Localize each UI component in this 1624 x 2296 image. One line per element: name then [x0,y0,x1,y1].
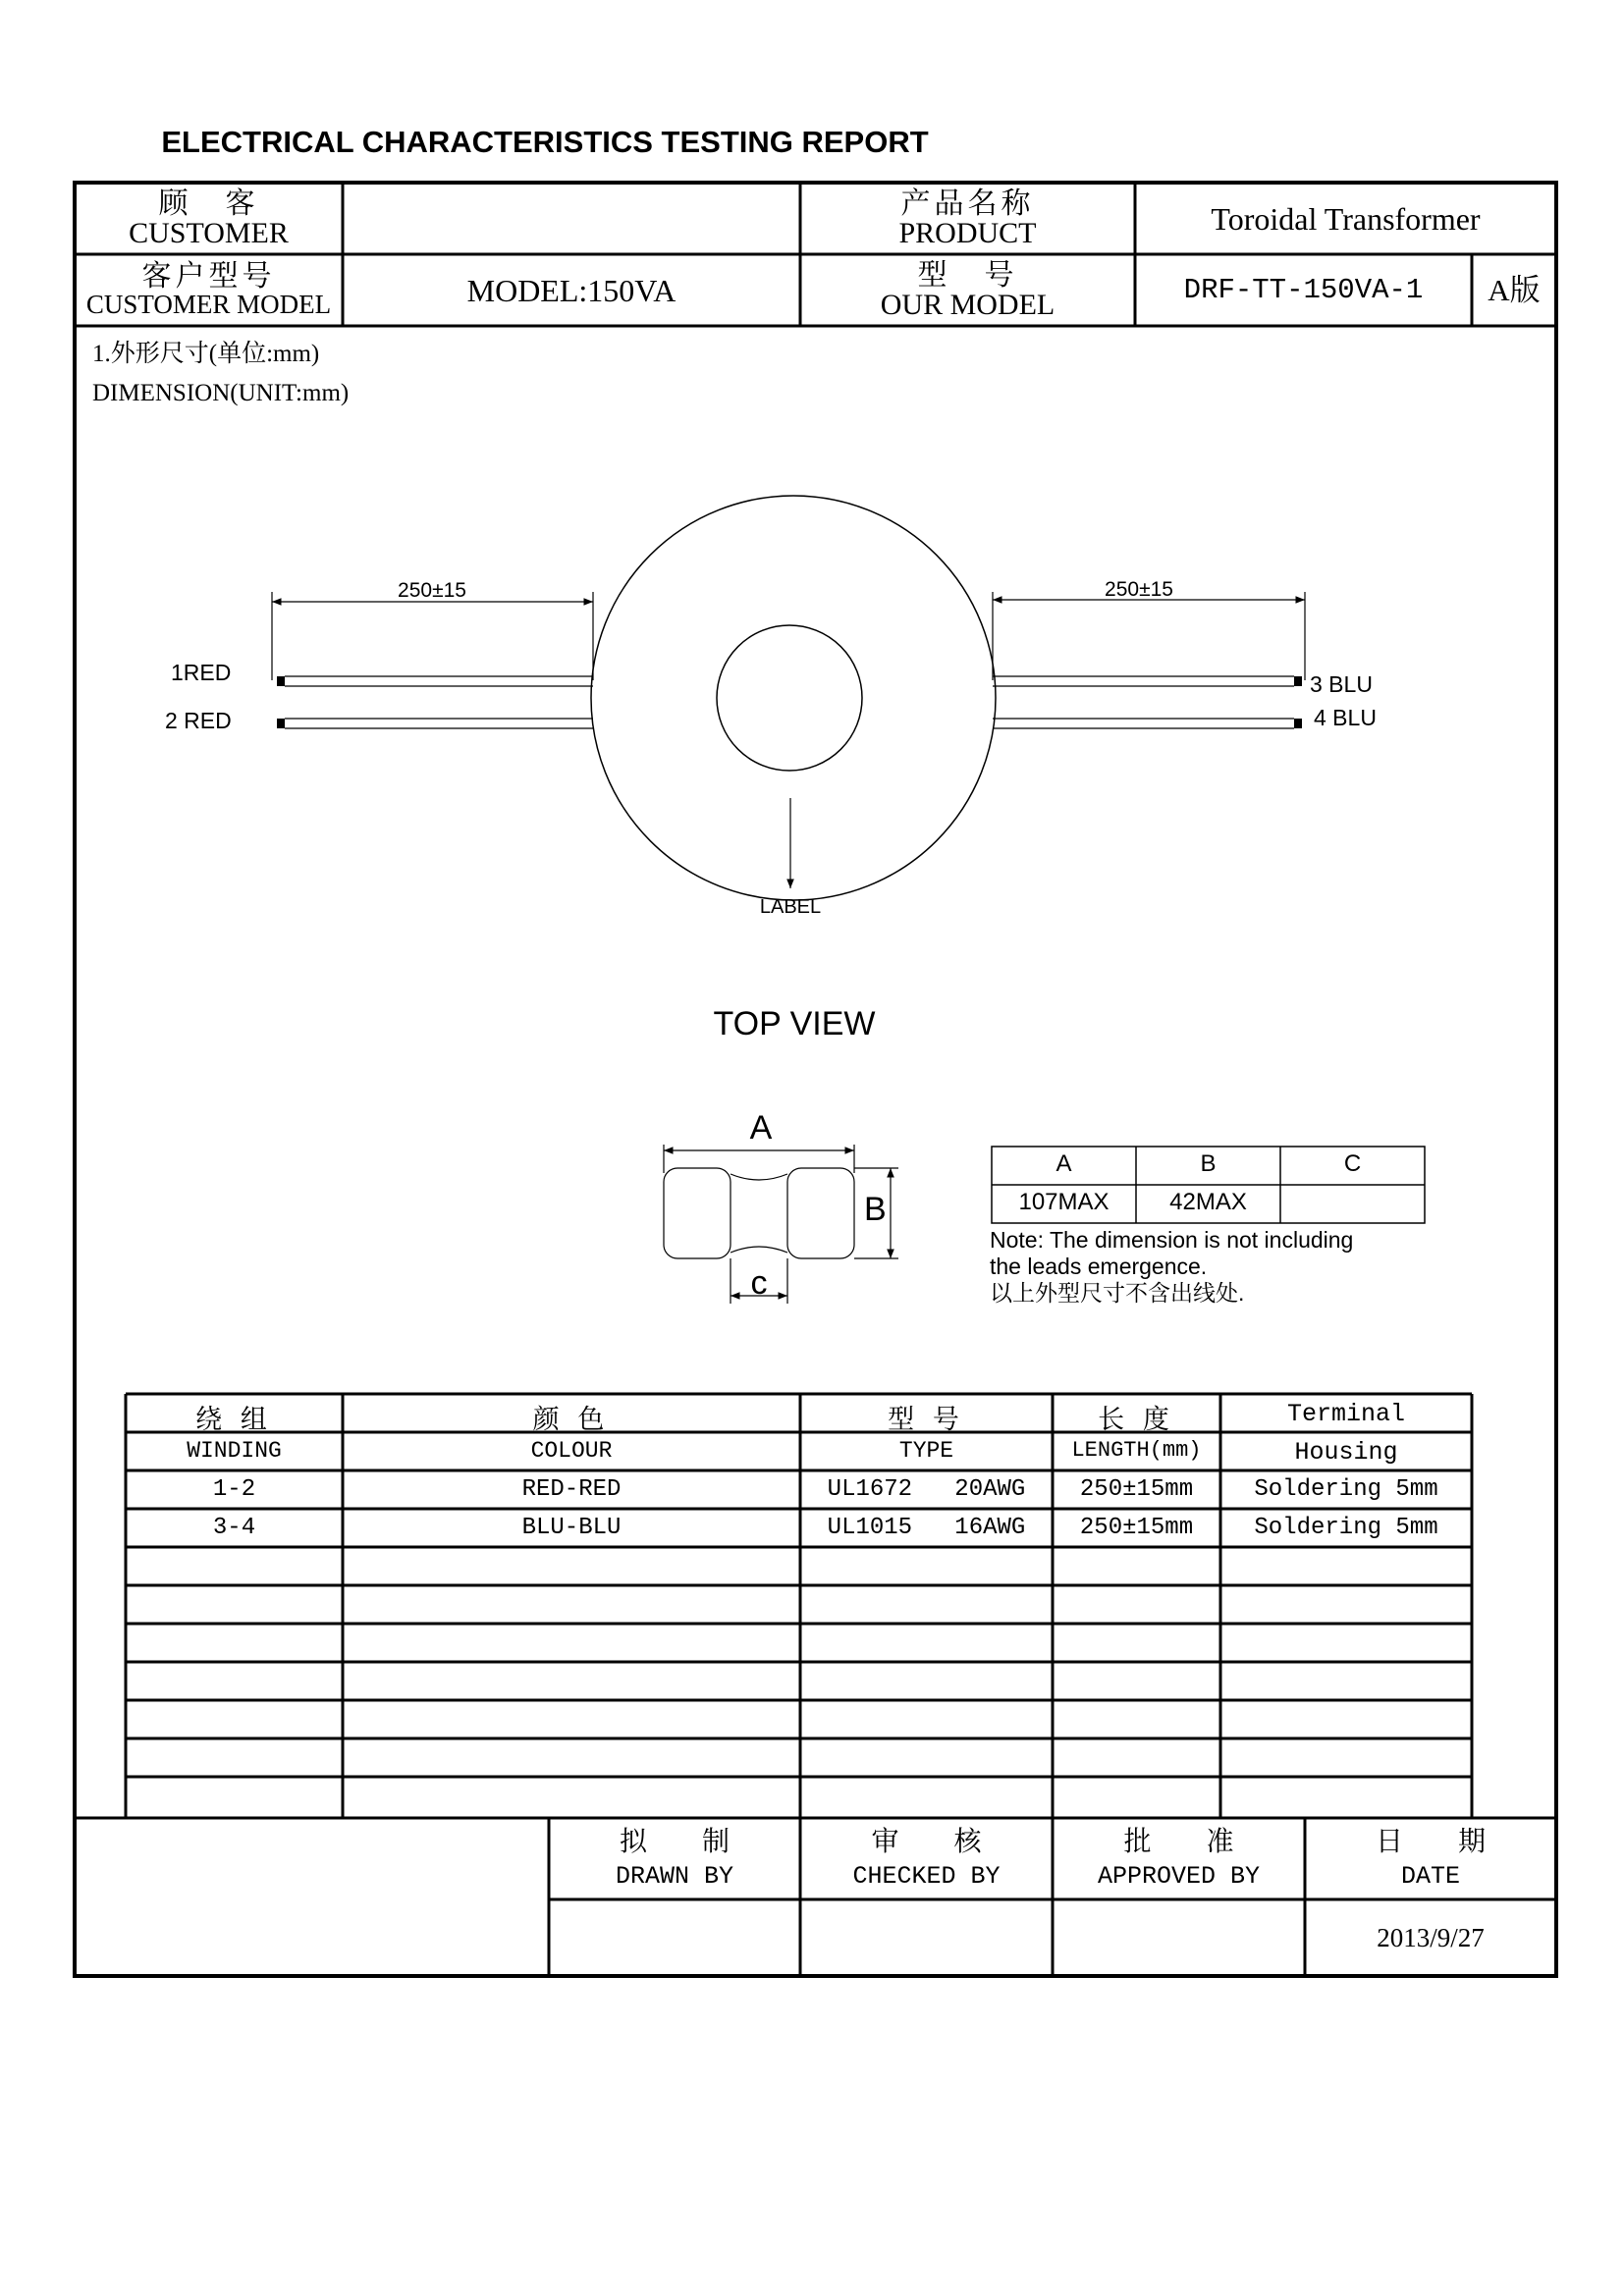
approved-by-label-en: APPROVED BY [1097,1862,1261,1891]
cell-length [1053,1624,1220,1662]
cell-type: UL1672 20AWG [827,1476,1026,1503]
approved-by-label [1053,1818,1305,1899]
cell-winding [126,1662,343,1700]
table-row [126,1547,1472,1585]
right-dimension-value: 250±15 [1105,578,1173,601]
cell-winding: 1-2 [212,1476,256,1503]
cell-winding [126,1547,343,1585]
product-label-cn: 产品名称 [900,187,1035,220]
left-dimension-value: 250±15 [398,579,466,602]
dim-header-c: C [1343,1150,1362,1177]
table-row [126,1662,1472,1700]
cell-terminal [1220,1547,1472,1585]
checked-by-label-cn: 审 核 [871,1827,982,1857]
label-text: LABEL [759,896,822,918]
note-line-2: the leads emergence. [990,1254,1208,1279]
winding-table-body [126,1470,1472,1818]
approved-by-label-cn: 批 准 [1123,1827,1234,1857]
our-model-label-cn: 型 号 [917,258,1018,292]
customer-model-label-cn: 客户型号 [141,260,276,293]
cell-length [1053,1738,1220,1777]
customer-model-value: MODEL:150VA [466,272,677,308]
lead-red-2 [285,719,593,728]
col-housing: Housing [1294,1438,1398,1467]
col-colour-en: COLOUR [530,1438,613,1464]
col-type-cn: 型 号 [888,1405,965,1434]
cell-terminal [1220,1777,1472,1815]
note-line-3: 以上外型尺寸不含出线处. [990,1280,1245,1306]
date-label-cn: 日 期 [1375,1827,1486,1857]
cell-type [800,1585,1053,1624]
cell-terminal [1220,1662,1472,1700]
drawn-by-label [549,1818,800,1899]
col-terminal: Terminal [1286,1400,1406,1428]
cell-winding [126,1738,343,1777]
drawn-by-value [549,1899,800,1976]
cell-length [1053,1777,1220,1815]
table-row [126,1738,1472,1777]
col-winding-cn: 绕 组 [195,1405,273,1434]
dim-header-b: B [1200,1150,1217,1177]
dim-value-a: 107MAX [1018,1189,1110,1215]
cell-winding [126,1700,343,1738]
cell-type [800,1624,1053,1662]
section-label-c: c [750,1264,768,1302]
product-value: Toroidal Transformer [1211,200,1481,237]
col-length-en: LENGTH(mm) [1071,1438,1202,1463]
cell-length: 250±15mm [1079,1515,1194,1541]
customer-label-en: CUSTOMER [129,216,289,249]
cell-winding [126,1624,343,1662]
version-badge: A版 [1488,273,1541,307]
lead-label-2: 2 RED [165,708,232,733]
lead-label-4: 4 BLU [1314,705,1377,730]
table-row [126,1624,1472,1662]
cell-type [800,1700,1053,1738]
date-label-en: DATE [1400,1862,1460,1891]
cell-colour [343,1662,800,1700]
note-line-1: Note: The dimension is not including [990,1227,1354,1253]
cell-colour [343,1547,800,1585]
toroid-inner [717,625,862,771]
our-model-value: DRF-TT-150VA-1 [1183,274,1424,306]
col-type-en: TYPE [898,1438,954,1464]
cell-length [1053,1547,1220,1585]
cell-colour [343,1700,800,1738]
cell-length [1053,1662,1220,1700]
col-winding-en: WINDING [187,1438,282,1464]
cell-type [800,1547,1053,1585]
note [990,1227,1353,1307]
table-row [126,1509,1472,1547]
report-title: ELECTRICAL CHARACTERISTICS TESTING REPORT [161,125,929,159]
right-dimension [993,592,1305,680]
lead-label-3: 3 BLU [1310,671,1373,697]
our-model-label-en: OUR MODEL [880,288,1056,321]
checked-by-value [800,1899,1053,1976]
cell-winding: 3-4 [212,1515,256,1541]
left-dimension [272,592,593,680]
cell-terminal: Soldering 5mm [1254,1515,1438,1541]
cell-colour [343,1777,800,1815]
cell-winding [126,1585,343,1624]
lead-red-1 [285,676,593,686]
cell-type: UL1015 16AWG [827,1515,1026,1541]
cell-colour [343,1738,800,1777]
cell-colour: BLU-BLU [521,1515,622,1541]
cell-winding [126,1777,343,1815]
cell-length [1053,1585,1220,1624]
top-view-title: TOP VIEW [713,1005,876,1042]
cell-terminal [1220,1624,1472,1662]
approved-by-value [1053,1899,1305,1976]
lead-blu-3 [993,676,1294,686]
table-row [126,1700,1472,1738]
table-row [126,1777,1472,1815]
dim-value-b: 42MAX [1169,1189,1247,1215]
cell-terminal [1220,1585,1472,1624]
section-label-a: A [749,1109,773,1147]
dim-header-a: A [1056,1150,1072,1177]
toroid-outer [591,496,996,900]
checked-by-label [800,1818,1053,1899]
cell-length: 250±15mm [1079,1476,1194,1503]
cell-colour [343,1624,800,1662]
dimension-title-cn: 1.外形尺寸(单位:mm) [92,341,320,367]
lead-blu-4 [993,719,1294,728]
checked-by-label-en: CHECKED BY [852,1862,1001,1891]
cell-type [800,1662,1053,1700]
customer-label-cn: 顾 客 [158,187,259,220]
date-label [1305,1818,1556,1899]
table-row [126,1470,1472,1509]
drawn-by-label-en: DRAWN BY [615,1862,734,1891]
dimension-title-en: DIMENSION(UNIT:mm) [92,380,350,406]
drawn-by-label-cn: 拟 制 [619,1827,730,1857]
cell-type [800,1777,1053,1815]
cell-terminal: Soldering 5mm [1254,1476,1438,1503]
cell-colour [343,1585,800,1624]
winding-table-header [126,1394,1472,1470]
cell-colour: RED-RED [521,1476,622,1503]
date-value: 2013/9/27 [1377,1922,1485,1952]
product-label-en: PRODUCT [898,216,1037,249]
col-length-cn: 长 度 [1098,1405,1175,1434]
col-colour-cn: 颜 色 [532,1405,611,1434]
section-label-b: B [864,1191,887,1228]
table-row [126,1585,1472,1624]
cell-terminal [1220,1700,1472,1738]
cell-type [800,1738,1053,1777]
customer-model-label-en: CUSTOMER MODEL [85,290,332,319]
lead-label-1: 1RED [171,660,232,685]
cell-length [1053,1700,1220,1738]
cell-terminal [1220,1738,1472,1777]
